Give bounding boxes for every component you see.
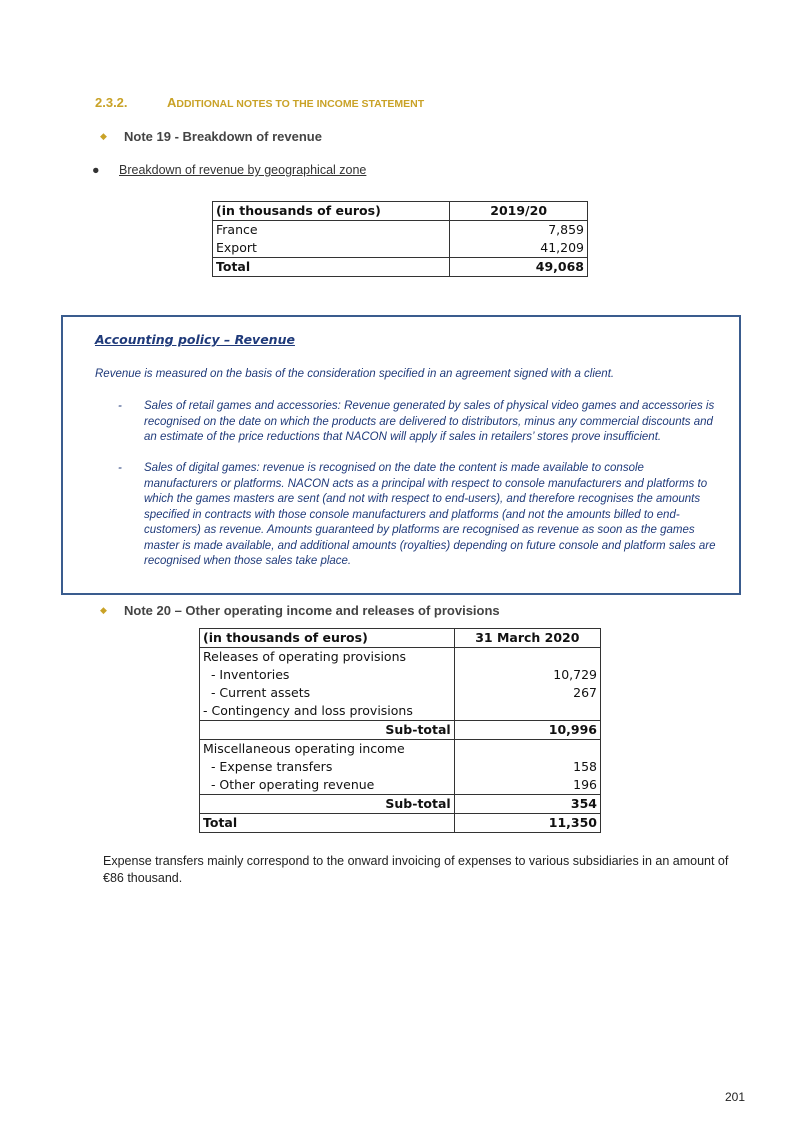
note20-heading-text: Note 20 – Other operating income and releases of provisions [124, 603, 500, 618]
table-subtotal-row [200, 795, 601, 814]
subtotal-label: Sub-total [200, 795, 455, 814]
note19-heading-text: Note 19 - Breakdown of revenue [124, 129, 322, 144]
table-row [200, 702, 601, 721]
policy-item-digital [118, 461, 718, 570]
row-label: - Contingency and loss provisions [200, 702, 455, 721]
section-title-initial: A [167, 95, 177, 110]
row-value [454, 740, 600, 759]
row-label: Releases of operating provisions [200, 648, 455, 667]
expense-transfers-note: Expense transfers mainly correspond to the onward invoicing of expenses to various subsidiaries in an amount of €86 thousand. [103, 854, 729, 885]
table-row [200, 648, 601, 667]
row-label: Export [213, 239, 450, 258]
diamond-icon: ◆ [100, 605, 107, 615]
row-value: 267 [454, 684, 600, 702]
table-total-row [213, 258, 588, 277]
policy-item-retail [118, 399, 718, 446]
policy-intro: Revenue is measured on the basis of the consideration specified in an agreement signed with a client. [95, 368, 615, 380]
total-value: 11,350 [454, 814, 600, 833]
operating-income-table [199, 628, 601, 833]
policy-item-text: Sales of retail games and accessories: Revenue generated by sales of physical video games and accessories is recognised on the date on which the products are delivered to distributors, minus any commercial discounts and an estimate of the price reductions that NACON will apply if sales in retailers’ stores prove insufficient. [144, 400, 715, 443]
page-number: 201 [725, 1090, 746, 1104]
total-label: Total [213, 258, 450, 277]
header-cell-label: (in thousands of euros) [213, 202, 450, 221]
table-total-row [200, 814, 601, 833]
row-value [454, 648, 600, 667]
revenue-breakdown-bullet [92, 163, 366, 177]
table-row [200, 758, 601, 776]
row-value: 7,859 [450, 221, 588, 240]
table-header-row [213, 202, 588, 221]
total-value: 49,068 [450, 258, 588, 277]
table-row [213, 221, 588, 240]
row-label: France [213, 221, 450, 240]
dash-marker: - [118, 400, 122, 412]
subtotal-value: 10,996 [454, 721, 600, 740]
row-label: - Expense transfers [200, 758, 455, 776]
row-label: - Current assets [200, 684, 455, 702]
section-title [95, 95, 424, 110]
table-row [200, 776, 601, 795]
policy-item-text: Sales of digital games: revenue is recognised on the date the content is made available to console manufacturers or platforms. NACON acts as a principal with respect to console manufacturers and platforms to which the games masters are sent (and not with respect to end-users), and therefore recognises the amounts specified in contracts with those console manufacturers and platforms (and not the amounts billed to end-customers) as revenue. Amounts guaranteed by platforms are recognised as revenue as soon as the games master is made available, and additional amounts (royalties) depending on future console and platform sales are recognised when those sales take place. [144, 462, 716, 567]
diamond-icon: ◆ [100, 131, 107, 141]
header-cell-date: 31 March 2020 [454, 629, 600, 648]
table-row [200, 740, 601, 759]
row-value: 158 [454, 758, 600, 776]
table-row [200, 684, 601, 702]
revenue-breakdown-link: Breakdown of revenue by geographical zone [119, 163, 367, 177]
note20-heading [100, 603, 500, 618]
row-label: - Inventories [200, 666, 455, 684]
row-label: - Other operating revenue [200, 776, 455, 795]
row-label: Miscellaneous operating income [200, 740, 455, 759]
section-number: 2.3.2. [95, 95, 128, 110]
policy-title: Accounting policy – Revenue [95, 332, 295, 347]
row-value: 196 [454, 776, 600, 795]
section-title-rest: DDITIONAL NOTES TO THE INCOME STATEMENT [176, 98, 425, 110]
table-header-row [200, 629, 601, 648]
table-row [213, 239, 588, 258]
table-row [200, 666, 601, 684]
header-cell-year: 2019/20 [450, 202, 588, 221]
revenue-table [212, 201, 588, 277]
row-value: 41,209 [450, 239, 588, 258]
bullet-dot-icon: ● [92, 163, 100, 177]
row-value: 10,729 [454, 666, 600, 684]
header-cell-label: (in thousands of euros) [200, 629, 455, 648]
total-label: Total [200, 814, 455, 833]
subtotal-value: 354 [454, 795, 600, 814]
dash-marker: - [118, 462, 122, 474]
subtotal-label: Sub-total [200, 721, 455, 740]
note19-heading [100, 129, 322, 144]
row-value [454, 702, 600, 721]
table-subtotal-row [200, 721, 601, 740]
